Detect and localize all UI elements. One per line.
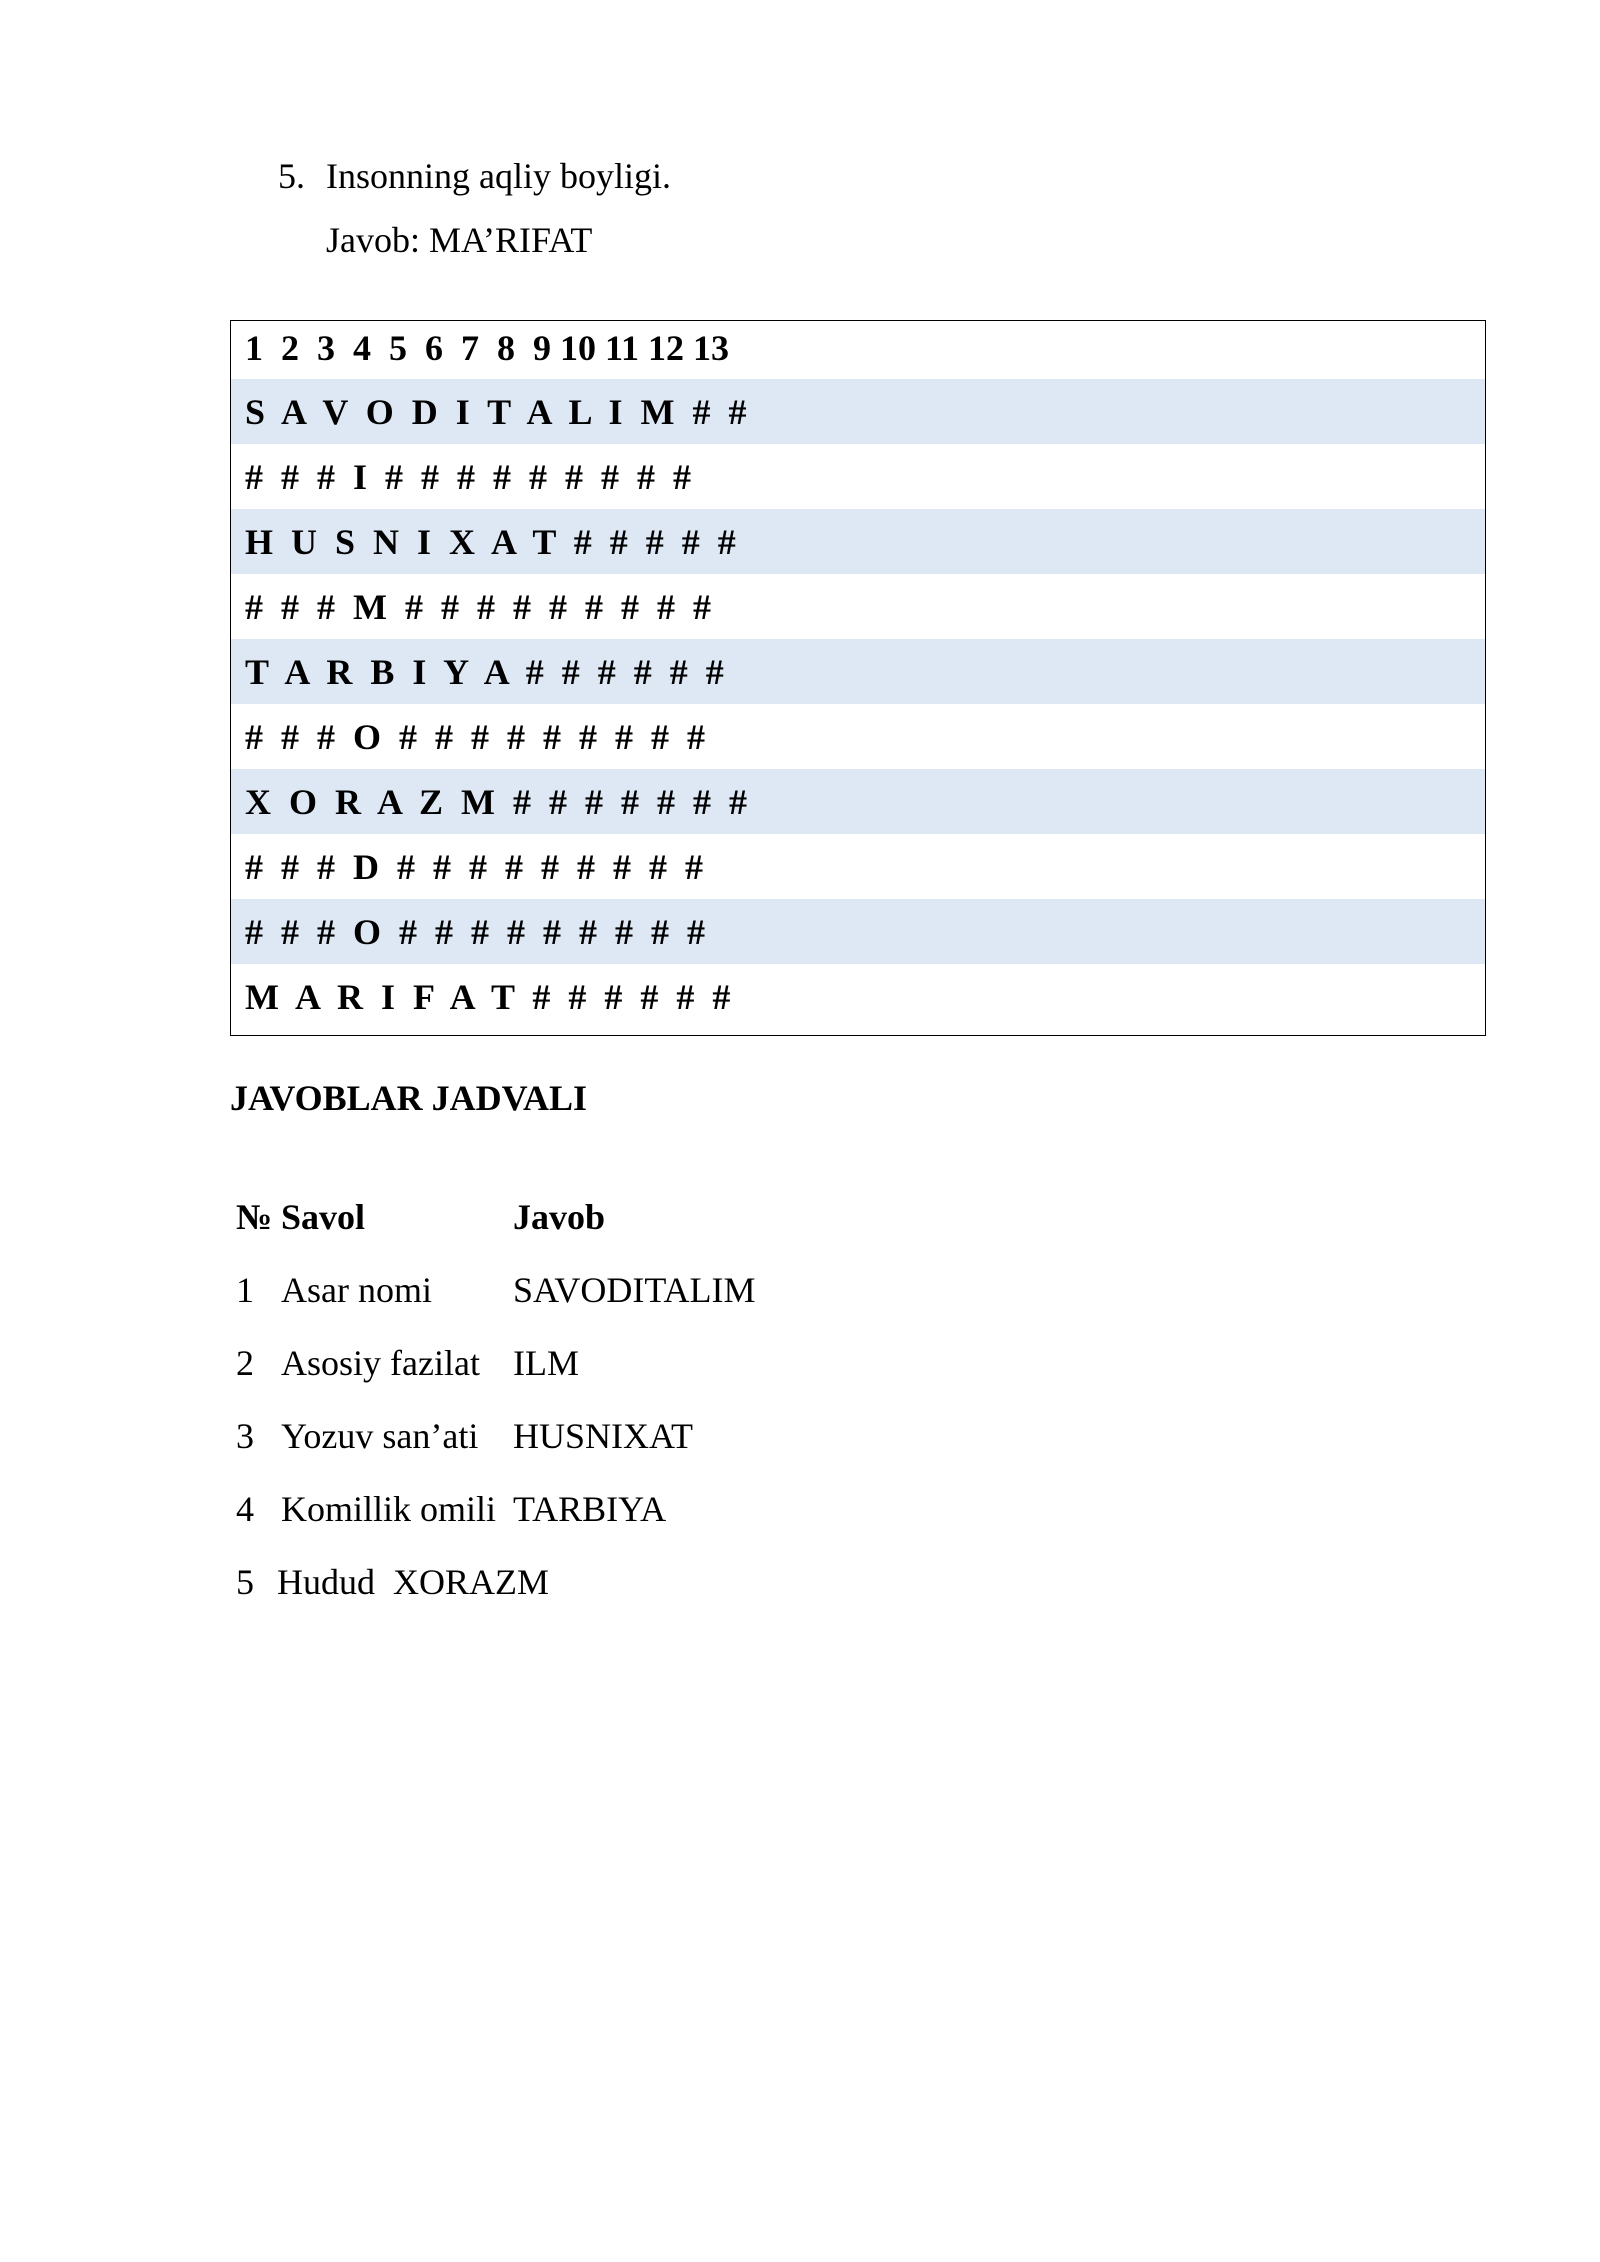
grid-row: # # # D # # # # # # # # # [245, 846, 703, 887]
answer-value: ILM [513, 1342, 579, 1383]
answer-number: 5 [236, 1561, 254, 1602]
grid-row: # # # O # # # # # # # # # [245, 716, 706, 757]
answer-question: Yozuv san’ati [281, 1415, 479, 1456]
grid-header-row: 1 2 3 4 5 6 7 8 9 10 11 12 13 [245, 328, 730, 368]
answers-row [236, 1399, 755, 1472]
answers-row [236, 1253, 755, 1326]
question-text: Insonning aqliy boyligi. [326, 156, 671, 196]
grid-row: T A R B I Y A # # # # # # [231, 639, 1485, 704]
answer-question: Komillik omili [281, 1488, 497, 1529]
grid-row: S A V O D I T A L I M # # [231, 379, 1485, 444]
answer-question: Asar nomi [281, 1269, 432, 1310]
answer-value: TARBIYA [513, 1488, 667, 1529]
answer-number: 3 [236, 1415, 254, 1456]
answer-value: SAVODITALIM [513, 1269, 756, 1310]
answer-value: XORAZM [393, 1561, 550, 1602]
answers-header-row [236, 1180, 755, 1253]
question-line [278, 150, 671, 202]
grid-row: # # # I # # # # # # # # # [245, 456, 692, 497]
answer-question: Asosiy fazilat [281, 1342, 480, 1383]
header-savol: Savol [281, 1196, 366, 1237]
grid-row: M A R I F A T # # # # # # [245, 976, 731, 1017]
answer-value: HUSNIXAT [513, 1415, 693, 1456]
header-number: № [236, 1196, 273, 1237]
answers-table [236, 1180, 755, 1618]
answers-row [236, 1472, 755, 1545]
grid-row: # # # O # # # # # # # # # [231, 899, 1485, 964]
answers-table-title: JAVOBLAR JADVALI [230, 1078, 588, 1118]
answer-number: 1 [236, 1269, 254, 1310]
answer-number: 2 [236, 1342, 254, 1383]
answer-question: Hudud [277, 1561, 375, 1602]
header-javob: Javob [513, 1196, 606, 1237]
crossword-grid [230, 320, 1486, 1036]
grid-row: X O R A Z M # # # # # # # [231, 769, 1485, 834]
question-answer: Javob: MA’RIFAT [326, 220, 593, 260]
answer-number: 4 [236, 1488, 254, 1529]
grid-row: # # # M # # # # # # # # # [245, 586, 711, 627]
answers-row [236, 1326, 755, 1399]
grid-row: H U S N I X A T # # # # # [231, 509, 1485, 574]
answers-row [236, 1545, 755, 1618]
question-number: 5. [278, 156, 305, 196]
